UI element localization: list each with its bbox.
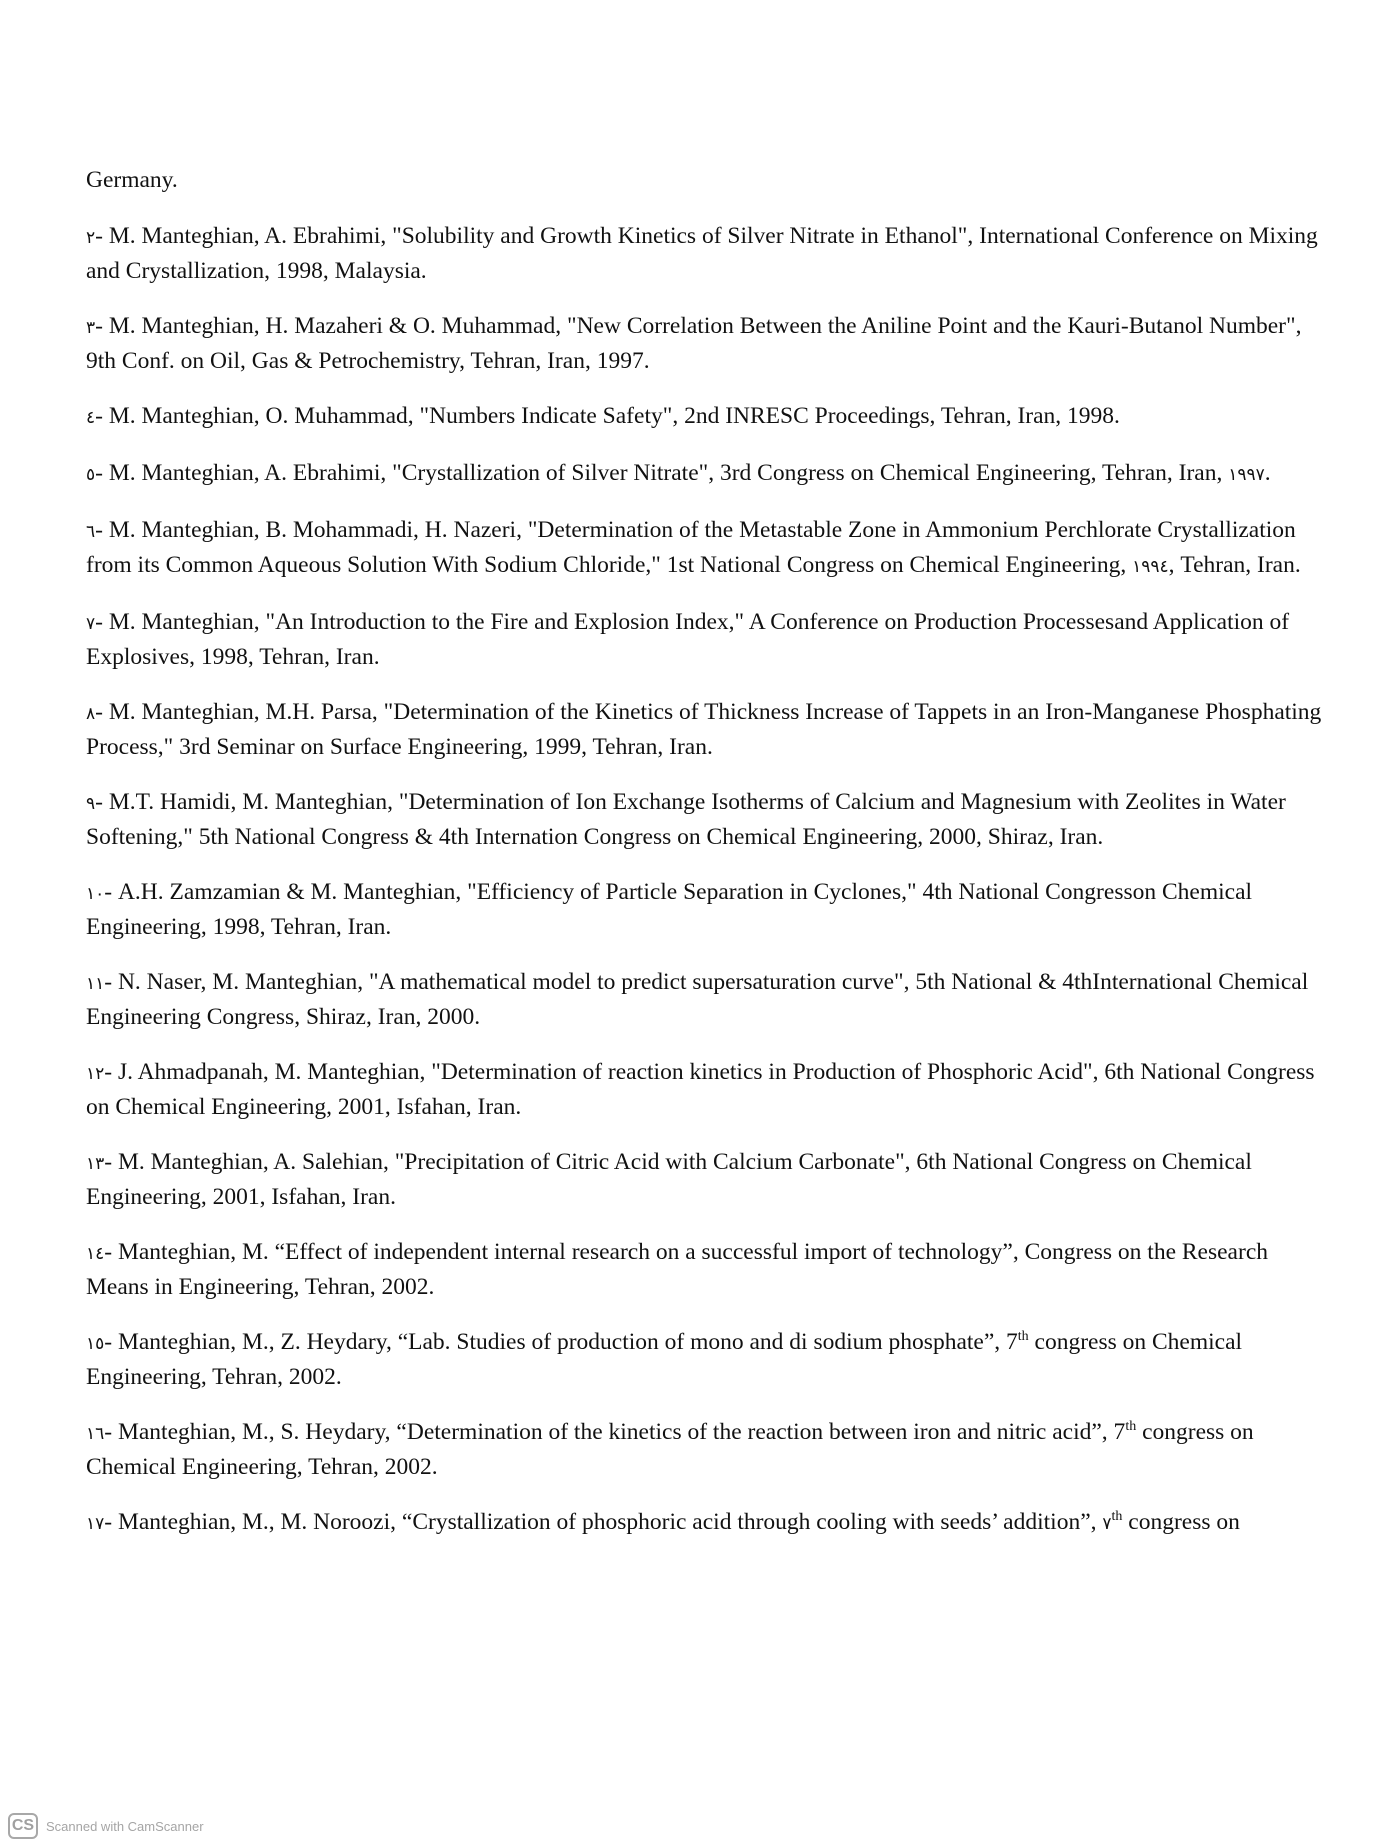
reference-entry-12 — [86, 1056, 1336, 1124]
entry-number: ١٢ — [86, 1064, 105, 1084]
entry-number: ٣ — [86, 318, 96, 338]
reference-list — [86, 164, 1336, 1563]
entry-number: ١٠ — [86, 884, 105, 904]
ordinal-number: ٧ — [1102, 1514, 1112, 1534]
entry-year-number: ١٩٩٧ — [1228, 465, 1265, 485]
entry-tail: , Tehran, Iran. — [1168, 552, 1301, 578]
reference-entry-8 — [86, 696, 1336, 764]
reference-entry-7 — [86, 606, 1336, 674]
entry-number: ٧ — [86, 614, 96, 634]
entry-number: ٦ — [86, 522, 96, 542]
entry-number: ٩ — [86, 794, 96, 814]
reference-entry-14 — [86, 1236, 1336, 1304]
entry-text: - M.T. Hamidi, M. Manteghian, "Determination of Ion Exchange Isotherms of Calcium and Magnesium with Zeolites in Water Softening," 5th National Congress & 4th Internation Congress on Chemical Engineering, 2000, Shiraz, Iran. — [86, 789, 1286, 850]
reference-entry-2 — [86, 220, 1336, 288]
entry-text: - Manteghian, M., Z. Heydary, “Lab. Studies of production of mono and di sodium phosphate”, 7 — [104, 1329, 1018, 1355]
entry-text: Germany. — [86, 167, 178, 193]
entry-text: - M. Manteghian, A. Ebrahimi, "Solubility and Growth Kinetics of Silver Nitrate in Ethanol", International Conference on Mixing and Crystallization, 1998, Malaysia. — [86, 223, 1318, 284]
entry-number: ١١ — [86, 974, 105, 994]
entry-year-number: ١٩٩٤ — [1132, 557, 1169, 577]
entry-number: ٤ — [86, 408, 96, 428]
entry-number: ١٤ — [86, 1244, 105, 1264]
entry-text: - M. Manteghian, M.H. Parsa, "Determination of the Kinetics of Thickness Increase of Tappets in an Iron-Manganese Phosphating Process," 3rd Seminar on Surface Engineering, 1999, Tehran, Iran. — [86, 699, 1322, 760]
entry-text: - M. Manteghian, A. Ebrahimi, "Crystallization of Silver Nitrate", 3rd Congress on Chemical Engineering, Tehran, Iran, — [95, 460, 1223, 486]
entry-text-continued: congress on Chemical Engineering, Tehran, 2002. — [86, 1419, 1254, 1480]
reference-entry-5 — [86, 457, 1336, 492]
reference-entry-3 — [86, 310, 1336, 378]
reference-entry-10 — [86, 876, 1336, 944]
reference-entry-4 — [86, 400, 1336, 435]
scanner-watermark — [8, 1812, 204, 1840]
entry-tail: . — [1264, 460, 1271, 486]
reference-entry-15 — [86, 1326, 1336, 1394]
entry-text-continued: congress on Chemical Engineering, Tehran, 2002. — [86, 1329, 1243, 1390]
entry-text: - M. Manteghian, O. Muhammad, "Numbers Indicate Safety", 2nd INRESC Proceedings, Tehran, Iran, 1998. — [95, 403, 1120, 429]
entry-text: - A.H. Zamzamian & M. Manteghian, "Efficiency of Particle Separation in Cyclones," 4th National Congresson Chemical Engineering, 1998, Tehran, Iran. — [86, 879, 1253, 940]
reference-entry-13 — [86, 1146, 1336, 1214]
entry-text: - Manteghian, M., M. Noroozi, “Crystallization of phosphoric acid through cooling with seeds’ addition”, — [104, 1509, 1103, 1535]
reference-entry-6 — [86, 514, 1336, 584]
ordinal-suffix: th — [1111, 1509, 1123, 1524]
entry-number: ١٦ — [86, 1424, 105, 1444]
entry-text: - J. Ahmadpanah, M. Manteghian, "Determination of reaction kinetics in Production of Phosphoric Acid", 6th National Congress on Chemical Engineering, 2001, Isfahan, Iran. — [86, 1059, 1315, 1120]
entry-number: ١٣ — [86, 1154, 105, 1174]
entry-number: ٥ — [86, 465, 96, 485]
entry-number: ٢ — [86, 228, 96, 248]
reference-entry-16 — [86, 1416, 1336, 1484]
entry-text-continued: congress on — [1122, 1509, 1240, 1535]
entry-text: - M. Manteghian, A. Salehian, "Precipitation of Citric Acid with Calcium Carbonate", 6th National Congress on Chemical Engineering, 2001, Isfahan, Iran. — [86, 1149, 1252, 1210]
entry-text: - Manteghian, M., S. Heydary, “Determination of the kinetics of the reaction between iron and nitric acid”, 7 — [104, 1419, 1126, 1445]
ordinal-suffix: th — [1125, 1419, 1137, 1434]
entry-number: ١٥ — [86, 1334, 105, 1354]
reference-entry-continuation — [86, 164, 1336, 197]
entry-text: - M. Manteghian, "An Introduction to the Fire and Explosion Index," A Conference on Production Processesand Application of Explosives, 1998, Tehran, Iran. — [86, 609, 1290, 670]
reference-entry-17 — [86, 1506, 1336, 1541]
entry-text: - N. Naser, M. Manteghian, "A mathematical model to predict supersaturation curve", 5th National & 4thInternational Chemical Engineering Congress, Shiraz, Iran, 2000. — [86, 969, 1309, 1030]
entry-number: ٨ — [86, 704, 96, 724]
watermark-text: Scanned with CamScanner — [46, 1818, 204, 1834]
entry-text: - M. Manteghian, H. Mazaheri & O. Muhammad, "New Correlation Between the Aniline Point and the Kauri-Butanol Number", 9th Conf. on Oil, Gas & Petrochemistry, Tehran, Iran, 1997. — [86, 313, 1302, 374]
entry-text: - Manteghian, M. “Effect of independent internal research on a successful import of technology”, Congress on the Research Means in Engineering, Tehran, 2002. — [86, 1239, 1268, 1300]
entry-number: ١٧ — [86, 1514, 105, 1534]
reference-entry-11 — [86, 966, 1336, 1034]
ordinal-suffix: th — [1017, 1329, 1029, 1344]
entry-text: - M. Manteghian, B. Mohammadi, H. Nazeri, "Determination of the Metastable Zone in Ammonium Perchlorate Crystallization from its Common Aqueous Solution With Sodium Chloride," 1st National Congress on Chemical Engineering, — [86, 517, 1296, 578]
reference-entry-9 — [86, 786, 1336, 854]
camscanner-logo-icon: CS — [8, 1813, 38, 1839]
